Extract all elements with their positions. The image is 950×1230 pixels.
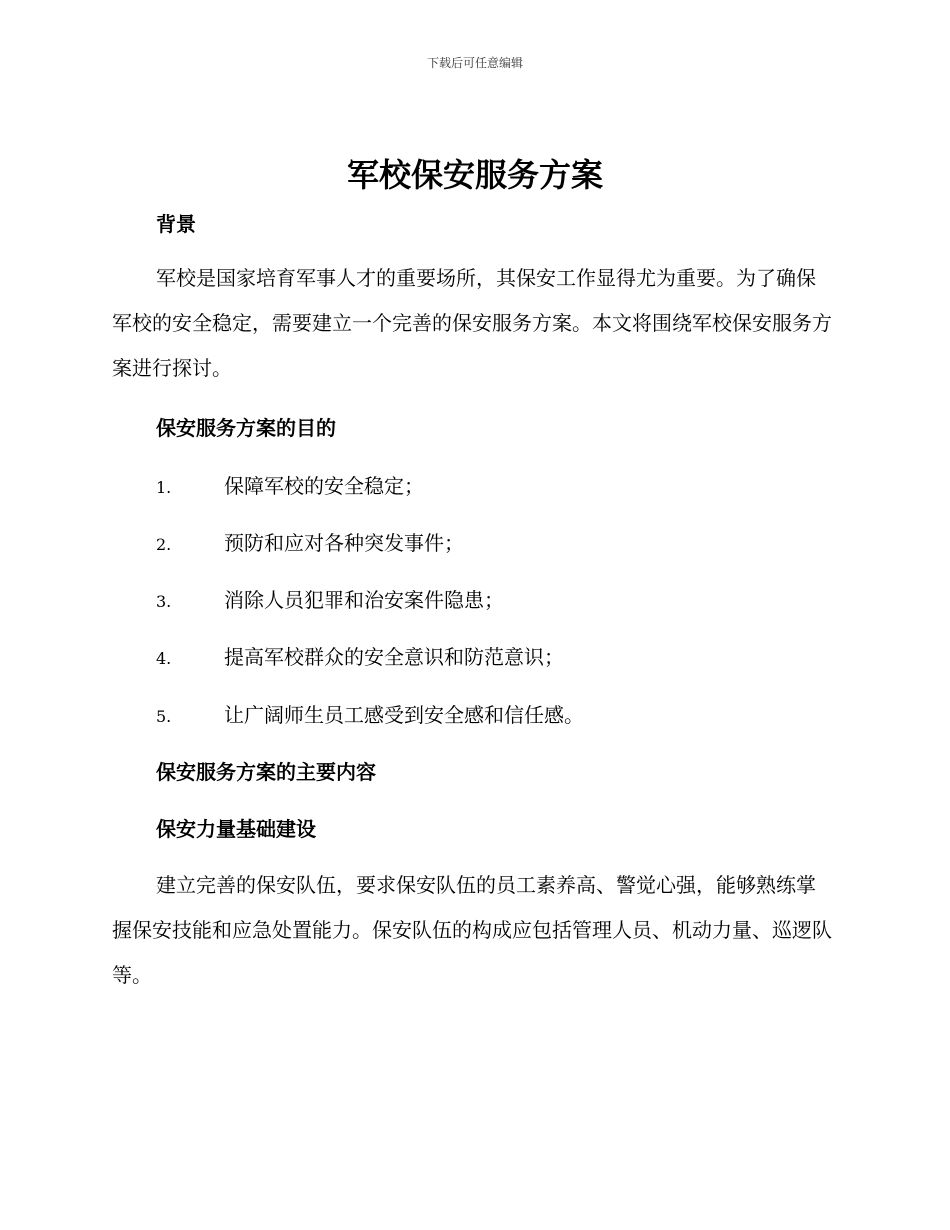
list-item <box>156 527 464 556</box>
list-item <box>156 699 584 728</box>
page-header: 下载后可任意编辑 <box>426 56 523 70</box>
list-item-number: 1. <box>156 478 172 497</box>
list-item-number: 3. <box>156 592 172 611</box>
heading-purpose: 保安服务方案的目的 <box>156 416 336 440</box>
document-title: 军校保安服务方案 <box>346 156 603 194</box>
list-item <box>156 584 504 613</box>
heading-background: 背景 <box>156 212 196 236</box>
heading-main-content: 保安服务方案的主要内容 <box>156 760 376 784</box>
list-item-number: 2. <box>156 535 172 554</box>
list-item-number: 4. <box>156 649 172 668</box>
list-item-text: 保障军校的安全稳定； <box>224 474 424 498</box>
paragraph-background: 军校是国家培育军事人才的重要场所，其保安工作显得尤为重要。为了确保军校的安全稳定，需要建立一个完善的保安服务方案。本文将围绕军校保安服务方案进行探讨。 <box>112 266 832 380</box>
list-item-text: 让广阔师生员工感受到安全感和信任感。 <box>224 703 584 727</box>
heading-security-force: 保安力量基础建设 <box>156 817 316 841</box>
list-item-text: 消除人员犯罪和治安案件隐患； <box>224 588 504 612</box>
list-item-text: 提高军校群众的安全意识和防范意识； <box>224 645 564 669</box>
list-item <box>156 641 564 670</box>
list-item-text: 预防和应对各种突发事件； <box>224 531 464 555</box>
paragraph-security-force: 建立完善的保安队伍，要求保安队伍的员工素养高、警觉心强，能够熟练掌握保安技能和应急处置能力。保安队伍的构成应包括管理人员、机动力量、巡逻队等。 <box>112 873 832 987</box>
list-item <box>156 470 424 499</box>
list-item-number: 5. <box>156 707 172 726</box>
